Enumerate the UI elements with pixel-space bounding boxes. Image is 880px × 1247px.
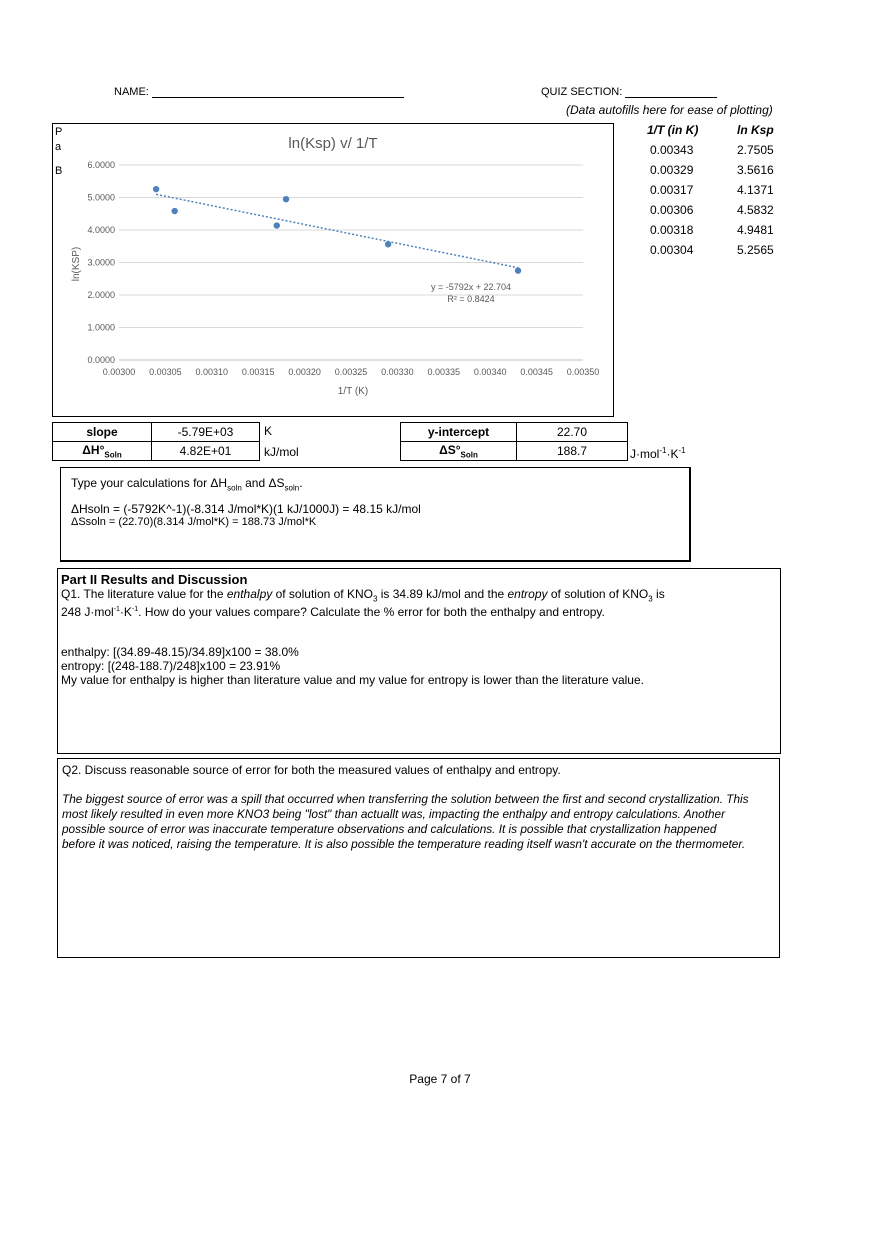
- x-tick-label: 0.00315: [241, 367, 275, 377]
- part2-box[interactable]: [57, 568, 781, 754]
- quiz-section-blank[interactable]: [625, 87, 717, 98]
- table-row: [53, 442, 260, 461]
- delta-s-label: $\Delta S^\circ_{Soln}$: [401, 442, 517, 461]
- delta-s-unit: $J\cdot mol^{-1}\cdot K^{-1}$: [630, 446, 686, 461]
- part2-title: Part II Results and Discussion: [61, 572, 248, 587]
- x-tick-label: 0.00330: [381, 367, 414, 377]
- x-tick-label: 0.00345: [520, 367, 553, 377]
- page-number: Page 7 of 7: [409, 1072, 471, 1086]
- table-row: [640, 141, 780, 161]
- slope-unit: K: [264, 424, 273, 438]
- ln-ksp-cell: 5.2565: [737, 243, 774, 257]
- y-tick-label: 1.0000: [87, 322, 115, 333]
- slope-value[interactable]: -5.79E+03: [152, 423, 260, 442]
- ln-ksp-cell: 2.7505: [737, 143, 774, 157]
- q2-answer-line: before it was noticed, raising the temperature. It is also possible the temperature reading itself wasn't accurate on the thermometer.: [62, 837, 746, 851]
- y-tick-label: 4.0000: [87, 225, 115, 235]
- q1-line-1: Q1. The literature value for the enthalpy of solution of $KNO_3$ is 34.89 kJ/mol and the entropy of solution of $KNO_3$ is: [61, 587, 665, 604]
- x-tick-label: 0.00325: [334, 367, 368, 377]
- table-row: [53, 423, 260, 442]
- name-label: NAME:: [114, 86, 149, 98]
- chart-frame: [52, 123, 614, 417]
- y-intercept-label: y-intercept: [401, 423, 517, 442]
- calculation-box[interactable]: [60, 467, 691, 562]
- calc-line-1: ΔHsoln = (-5792K^-1)(-8.314 J/mol*K)(1 kJ/1000J) = 48.15 kJ/mol: [71, 502, 421, 516]
- results-table-right: [400, 422, 628, 461]
- name-field: [114, 86, 404, 98]
- side-letter-b: B: [55, 165, 63, 177]
- quiz-section-label: QUIZ SECTION:: [541, 86, 623, 98]
- ln-ksp-cell: 4.5832: [737, 203, 774, 217]
- q2-answer-line: most likely resulted in even more KNO3 being "lost" than actuallt was, impacting the enthalpy and entropy calculations. Another: [62, 807, 726, 821]
- r-squared: R² = 0.8424: [447, 294, 495, 304]
- trendline: [156, 194, 518, 267]
- results-table-left: [52, 422, 260, 461]
- inv-t-cell: 0.00318: [650, 223, 694, 237]
- calc-prompt: Type your calculations for $\Delta H_{soln}$ and $\Delta S_{soln}$.: [71, 476, 303, 493]
- data-point: [274, 222, 280, 228]
- x-tick-label: 0.00335: [427, 367, 461, 377]
- y-tick-label: 0.0000: [87, 355, 115, 365]
- x-tick-label: 0.00300: [102, 367, 136, 377]
- col-header-ln-ksp: ln Ksp: [737, 123, 774, 137]
- delta-h-unit: kJ/mol: [264, 445, 299, 459]
- q2-box[interactable]: [57, 758, 780, 958]
- name-blank[interactable]: [152, 87, 404, 98]
- q1-line-2: 248 $J\cdot mol^{-1}\cdot K^{-1}$. How do your values compare? Calculate the % error for both the enthalpy and entropy.: [61, 605, 605, 619]
- inv-t-cell: 0.00329: [650, 163, 694, 177]
- data-point: [515, 267, 521, 273]
- q1-answer-entropy: entropy: [(248-188.7)/248]x100 = 23.91%: [61, 659, 281, 673]
- data-point: [153, 186, 159, 192]
- inv-t-cell: 0.00306: [650, 203, 694, 217]
- scatter-chart: [53, 124, 613, 416]
- y-tick-label: 3.0000: [87, 257, 115, 268]
- side-letter-p: P: [55, 126, 63, 138]
- y-axis-label: ln(KSP): [71, 246, 82, 282]
- table-row: [640, 181, 780, 201]
- x-tick-label: 0.00350: [566, 367, 600, 377]
- chart-title: ln(Ksp) v/ 1/T: [288, 135, 378, 152]
- table-row: [401, 442, 628, 461]
- autofill-note: (Data autofills here for ease of plotting): [566, 103, 773, 117]
- col-header-inv-t: 1/T (in K): [647, 123, 699, 137]
- delta-h-value[interactable]: 4.82E+01: [152, 442, 260, 461]
- y-tick-label: 5.0000: [87, 192, 115, 203]
- inv-t-cell: 0.00343: [650, 143, 694, 157]
- y-intercept-value[interactable]: 22.70: [517, 423, 628, 442]
- slope-label: slope: [53, 423, 152, 442]
- side-letter-a: a: [55, 141, 62, 153]
- ln-ksp-cell: 4.9481: [737, 223, 774, 237]
- q1-answer-enthalpy: enthalpy: [(34.89-48.15)/34.89]x100 = 38.0%: [61, 645, 299, 659]
- x-axis-label: 1/T (K): [337, 386, 369, 397]
- inv-t-cell: 0.00304: [650, 243, 694, 257]
- quiz-section-field: [541, 86, 717, 98]
- x-tick-label: 0.00340: [473, 367, 507, 377]
- data-point: [283, 196, 289, 202]
- table-row: [640, 161, 780, 181]
- y-tick-label: 6.0000: [87, 160, 115, 170]
- table-row: [640, 241, 780, 261]
- delta-h-label: $\Delta H^\circ_{Soln}$: [53, 442, 152, 461]
- ln-ksp-cell: 4.1371: [737, 183, 774, 197]
- calc-line-2: ΔSsoln = (22.70)(8.314 J/mol*K) = 188.73 J/mol*K: [71, 516, 317, 528]
- q1-answer-comparison: My value for enthalpy is higher than literature value and my value for entropy is lower than the literature value.: [61, 673, 644, 687]
- data-point: [171, 208, 177, 214]
- table-row: [401, 423, 628, 442]
- x-tick-label: 0.00305: [149, 367, 182, 377]
- ln-ksp-cell: 3.5616: [737, 163, 774, 177]
- table-row: [640, 201, 780, 221]
- data-point: [385, 241, 391, 247]
- table-row: [640, 221, 780, 241]
- q2-question: Q2. Discuss reasonable source of error for both the measured values of enthalpy and entropy.: [62, 763, 561, 777]
- x-tick-label: 0.00310: [195, 367, 229, 377]
- x-tick-label: 0.00320: [288, 367, 321, 377]
- q2-answer-line: possible source of error was inaccurate temperature observations and calculations. It is possible that crystallization happened: [62, 822, 717, 836]
- delta-s-value[interactable]: 188.7: [517, 442, 628, 461]
- trend-equation: y = -5792x + 22.704: [430, 282, 512, 292]
- inv-t-cell: 0.00317: [650, 183, 694, 197]
- y-tick-label: 2.0000: [87, 290, 115, 300]
- q2-answer-line: The biggest source of error was a spill that occurred when transferring the solution between the first and second crystallization. This: [62, 792, 749, 806]
- data-table: [640, 121, 780, 261]
